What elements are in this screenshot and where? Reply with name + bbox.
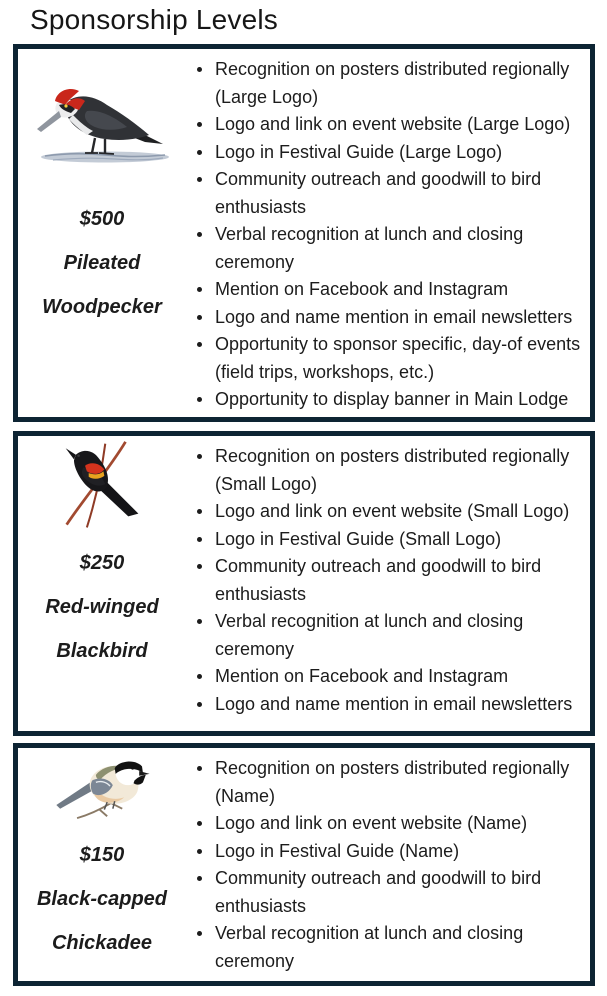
tier-right-column (186, 49, 605, 414)
benefit-item: Logo in Festival Guide (Small Logo) (191, 526, 605, 554)
tier-left-column (18, 49, 186, 329)
tier-left-column (18, 748, 186, 965)
bird-price: $150 (79, 844, 125, 866)
benefit-item: Mention on Facebook and Instagram (191, 663, 605, 691)
tier-right-column (186, 748, 605, 975)
tier-right-column (186, 436, 605, 718)
bird-image-slot (18, 756, 186, 825)
benefit-item: Recognition on posters distributed regionally (Large Logo) (191, 56, 605, 111)
benefit-item: Opportunity to sponsor specific, day-of events (field trips, workshops, etc.) (191, 331, 605, 386)
tier-card (13, 431, 595, 736)
benefit-item: Recognition on posters distributed regionally (Small Logo) (191, 443, 605, 498)
benefit-item: Recognition on posters distributed regionally (Name) (191, 755, 605, 810)
bird-name-line: Red-winged (45, 596, 159, 618)
bird-price: $250 (79, 552, 125, 574)
benefit-item: Verbal recognition at lunch and closing ceremony (191, 221, 605, 276)
tier-card (13, 44, 595, 422)
benefit-item: Logo and name mention in email newsletters (191, 691, 605, 719)
benefit-item: Community outreach and goodwill to bird enthusiasts (191, 166, 605, 221)
benefit-list (191, 56, 605, 414)
bird-name (18, 877, 186, 965)
benefit-item: Logo in Festival Guide (Large Logo) (191, 139, 605, 167)
page-title: Sponsorship Levels (30, 4, 278, 35)
benefit-item: Mention on Facebook and Instagram (191, 276, 605, 304)
tier-card (13, 743, 595, 986)
sponsorship-tier-list (0, 44, 607, 986)
benefit-item: Opportunity to display banner in Main Lodge (191, 386, 605, 414)
pileated-woodpecker-image (35, 83, 170, 168)
bird-name-line: Pileated (63, 252, 141, 274)
benefit-item: Logo and link on event website (Small Logo) (191, 498, 605, 526)
benefit-item: Community outreach and goodwill to bird enthusiasts (191, 553, 605, 608)
bird-name-line: Black-capped (36, 888, 168, 910)
benefit-item: Verbal recognition at lunch and closing ceremony (191, 920, 605, 975)
bird-name (18, 585, 186, 673)
bird-name-line: Chickadee (51, 932, 153, 954)
black-capped-chickadee-image (52, 756, 152, 820)
benefit-item: Verbal recognition at lunch and closing ceremony (191, 608, 605, 663)
benefit-list (191, 755, 605, 975)
benefit-item: Logo and link on event website (Large Logo) (191, 111, 605, 139)
benefit-item: Logo in Festival Guide (Name) (191, 838, 605, 866)
bird-name-line: Blackbird (56, 640, 148, 662)
tier-left-column (18, 436, 186, 673)
benefit-item: Logo and link on event website (Name) (191, 810, 605, 838)
bird-price: $500 (79, 208, 125, 230)
benefit-item: Logo and name mention in email newsletters (191, 304, 605, 332)
benefit-item: Community outreach and goodwill to bird enthusiasts (191, 865, 605, 920)
benefit-list (191, 443, 605, 718)
bird-name (18, 241, 186, 329)
bird-image-slot (18, 440, 186, 537)
bird-image-slot (18, 83, 186, 173)
bird-name-line: Woodpecker (42, 296, 162, 318)
red-winged-blackbird-image (50, 440, 155, 532)
